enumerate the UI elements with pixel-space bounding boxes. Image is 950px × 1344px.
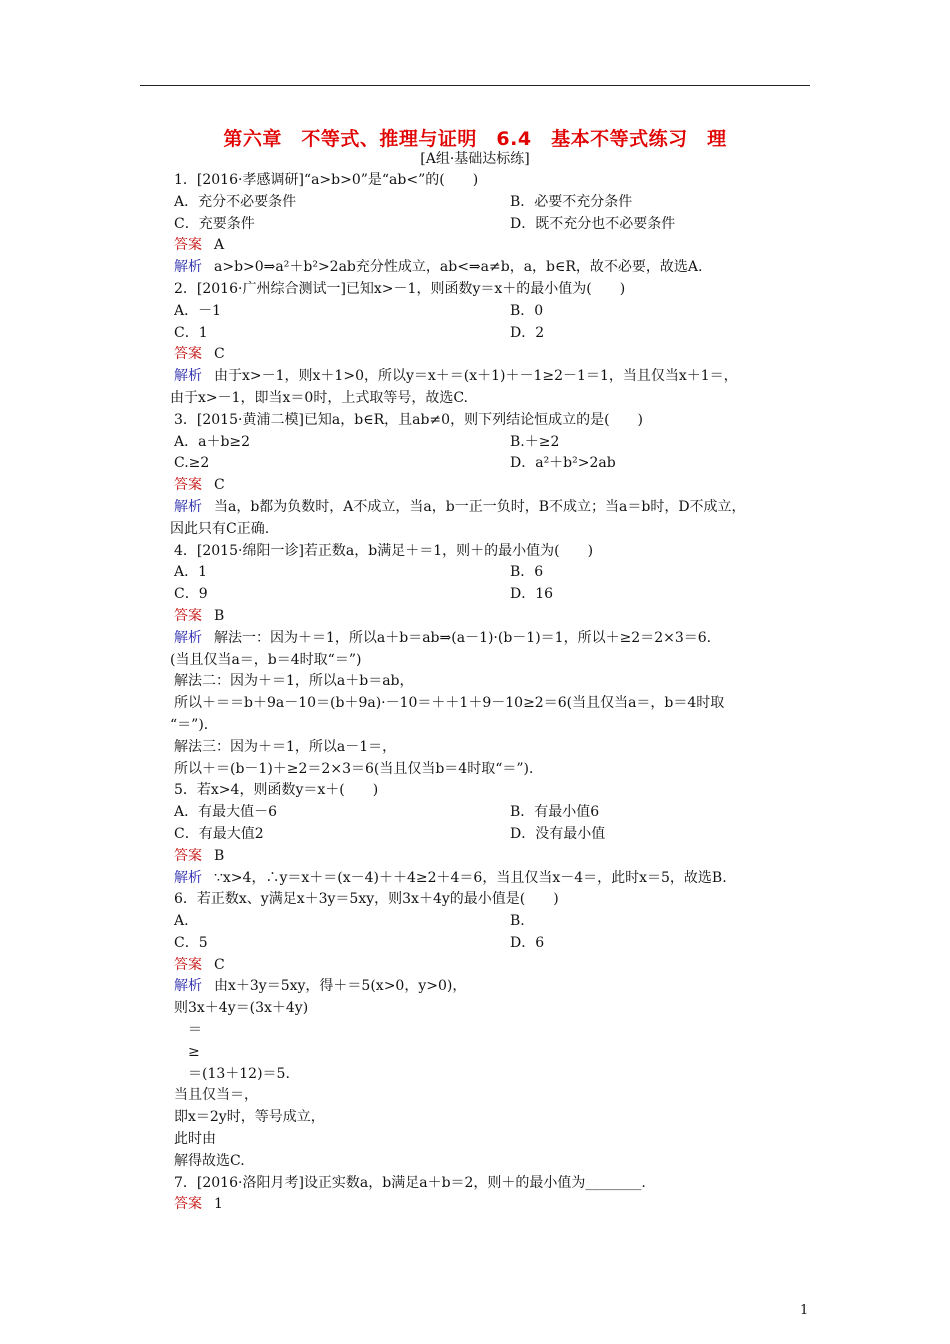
text-line: 当且仅当＝， bbox=[174, 1087, 258, 1104]
text-line: 6．若正数x、y满足x＋3y＝5xy，则3x＋4y的最小值是( ) bbox=[174, 891, 559, 908]
option-left: A．有最大值－6 bbox=[174, 804, 278, 821]
answer-label: 答案 bbox=[174, 477, 202, 494]
text-line: 5．若x>4，则函数y＝x＋( ) bbox=[174, 782, 379, 799]
text-line: 4．[2015·绵阳一诊]若正数a，b满足＋＝1，则＋的最小值为( ) bbox=[174, 542, 594, 559]
option-left: C．充要条件 bbox=[174, 215, 255, 232]
option-right: D．2 bbox=[510, 324, 545, 341]
answer-line bbox=[174, 606, 814, 628]
answer-text: C bbox=[214, 346, 225, 363]
page-number: 1 bbox=[800, 1303, 809, 1318]
answer-label: 答案 bbox=[174, 346, 202, 363]
answer-text: 1 bbox=[214, 1196, 223, 1213]
answer-text: B bbox=[214, 607, 225, 624]
text-line: ＝(13＋12)＝5. bbox=[188, 1065, 290, 1082]
option-right: B．0 bbox=[510, 302, 544, 319]
option-left: A．1 bbox=[174, 564, 208, 581]
page-title: 第六章 不等式、推理与证明 6.4 基本不等式练习 理 bbox=[223, 128, 727, 150]
analysis-line bbox=[174, 976, 814, 998]
analysis-line bbox=[174, 868, 814, 890]
analysis-label: 解析 bbox=[174, 498, 202, 515]
answer-text: C bbox=[214, 477, 225, 494]
option-left: C.≥2 bbox=[174, 455, 210, 472]
option-row bbox=[174, 562, 814, 584]
analysis-text: 由x＋3y＝5xy，得＋＝5(x>0，y>0)， bbox=[214, 978, 467, 995]
continuation-line: 因此只有C正确. bbox=[170, 520, 270, 537]
continuation-line: (当且仅当a＝，b＝4时取“＝”) bbox=[170, 651, 362, 668]
analysis-line bbox=[174, 628, 814, 650]
text-line: 2．[2016·广州综合测试一]已知x>－1，则函数y＝x＋的最小值为( ) bbox=[174, 280, 626, 297]
analysis-line bbox=[174, 366, 814, 388]
option-right: D．16 bbox=[510, 586, 554, 603]
analysis-label: 解析 bbox=[174, 368, 202, 385]
answer-line bbox=[174, 1194, 814, 1216]
answer-label: 答案 bbox=[174, 237, 202, 254]
answer-label: 答案 bbox=[174, 607, 202, 624]
analysis-label: 解析 bbox=[174, 978, 202, 995]
option-right: B．有最小值6 bbox=[510, 804, 600, 821]
analysis-line bbox=[174, 257, 814, 279]
option-row bbox=[174, 214, 814, 236]
option-row bbox=[174, 911, 814, 933]
continuation-line: 由于x>－1，即当x＝0时，上式取等号，故选C. bbox=[170, 389, 468, 406]
option-right: D．既不充分也不必要条件 bbox=[510, 215, 676, 232]
option-right: B．6 bbox=[510, 564, 544, 581]
answer-label: 答案 bbox=[174, 847, 202, 864]
section-subtitle: [A组·基础达标练] bbox=[420, 151, 530, 167]
analysis-text: 由于x>－1，则x＋1>0，所以y＝x＋＝(x＋1)＋－1≥2－1＝1，当且仅当x＋1＝， bbox=[214, 368, 738, 385]
answer-label: 答案 bbox=[174, 956, 202, 973]
option-left: A. bbox=[174, 913, 189, 930]
option-right: D．6 bbox=[510, 934, 545, 951]
text-line: 解得故选C. bbox=[174, 1152, 245, 1169]
answer-line bbox=[174, 846, 814, 868]
answer-line bbox=[174, 955, 814, 977]
text-line: 3．[2015·黄浦二模]已知a，b∈R，且ab≠0，则下列结论恒成立的是( ) bbox=[174, 411, 643, 428]
answer-text: A bbox=[214, 237, 225, 254]
answer-label: 答案 bbox=[174, 1196, 202, 1213]
option-left: C．有最大值2 bbox=[174, 825, 264, 842]
text-line: 解法三：因为＋＝1，所以a－1＝， bbox=[174, 738, 397, 755]
text-line: 1．[2016·孝感调研]“a>b>0”是“ab<”的( ) bbox=[174, 172, 479, 188]
option-right: B. bbox=[510, 913, 525, 930]
analysis-line bbox=[174, 497, 814, 519]
continuation-line: “＝”)． bbox=[170, 716, 218, 733]
option-row bbox=[174, 802, 814, 824]
option-right: D．没有最小值 bbox=[510, 825, 606, 842]
option-row bbox=[174, 933, 814, 955]
text-line: 此时由 bbox=[174, 1131, 216, 1148]
analysis-label: 解析 bbox=[174, 629, 202, 646]
text-line: 所以＋＝(b－1)＋≥2＝2×3＝6(当且仅当b＝4时取“＝”)． bbox=[174, 760, 543, 777]
option-row bbox=[174, 453, 814, 475]
option-left: A．－1 bbox=[174, 302, 222, 319]
answer-line bbox=[174, 235, 814, 257]
header-rule bbox=[140, 85, 810, 86]
document-body bbox=[170, 170, 814, 1216]
answer-text: C bbox=[214, 956, 225, 973]
analysis-text: a>b>0⇒a²＋b²>2ab充分性成立，ab<⇒a≠b，a，b∈R，故不必要，故选A. bbox=[214, 259, 703, 276]
answer-line bbox=[174, 475, 814, 497]
text-line: 所以＋＝＝b＋9a－10＝(b＋9a)·－10＝＋＋1＋9－10≥2＝6(当且仅当a＝，b＝4时取 bbox=[174, 695, 725, 712]
option-left: A．a＋b≥2 bbox=[174, 433, 251, 450]
option-row bbox=[174, 432, 814, 454]
text-line: 则3x＋4y＝(3x＋4y) bbox=[174, 1000, 309, 1017]
analysis-text: 当a，b都为负数时，A不成立，当a，b一正一负时，B不成立；当a＝b时，D不成立， bbox=[214, 498, 746, 515]
text-line: 解法二：因为＋＝1，所以a＋b＝ab， bbox=[174, 673, 414, 690]
text-line: ≥ bbox=[188, 1043, 200, 1060]
analysis-label: 解析 bbox=[174, 869, 202, 886]
option-right: D．a²＋b²>2ab bbox=[510, 455, 616, 472]
analysis-text: ∵x>4，∴y＝x＋＝(x－4)＋＋4≥2＋4＝6，当且仅当x－4＝，此时x＝5，故选B. bbox=[214, 869, 727, 886]
option-right: B.＋≥2 bbox=[510, 433, 560, 450]
analysis-text: 解法一：因为＋＝1，所以a＋b＝ab⇒(a－1)·(b－1)＝1，所以＋≥2＝2×3＝6. bbox=[214, 629, 712, 646]
option-left: C．5 bbox=[174, 934, 208, 951]
analysis-label: 解析 bbox=[174, 259, 202, 276]
option-row bbox=[174, 824, 814, 846]
text-line: 7．[2016·洛阳月考]设正实数a，b满足a＋b＝2，则＋的最小值为________. bbox=[174, 1174, 646, 1191]
answer-line bbox=[174, 344, 814, 366]
option-row bbox=[174, 192, 814, 214]
text-line: ＝ bbox=[188, 1022, 202, 1039]
option-row bbox=[174, 584, 814, 606]
answer-text: B bbox=[214, 847, 225, 864]
option-left: C．9 bbox=[174, 586, 208, 603]
option-right: B．必要不充分条件 bbox=[510, 193, 633, 210]
option-row bbox=[174, 323, 814, 345]
text-line: 即x＝2y时，等号成立， bbox=[174, 1109, 325, 1126]
option-row bbox=[174, 301, 814, 323]
option-left: A．充分不必要条件 bbox=[174, 193, 297, 210]
option-left: C．1 bbox=[174, 324, 208, 341]
